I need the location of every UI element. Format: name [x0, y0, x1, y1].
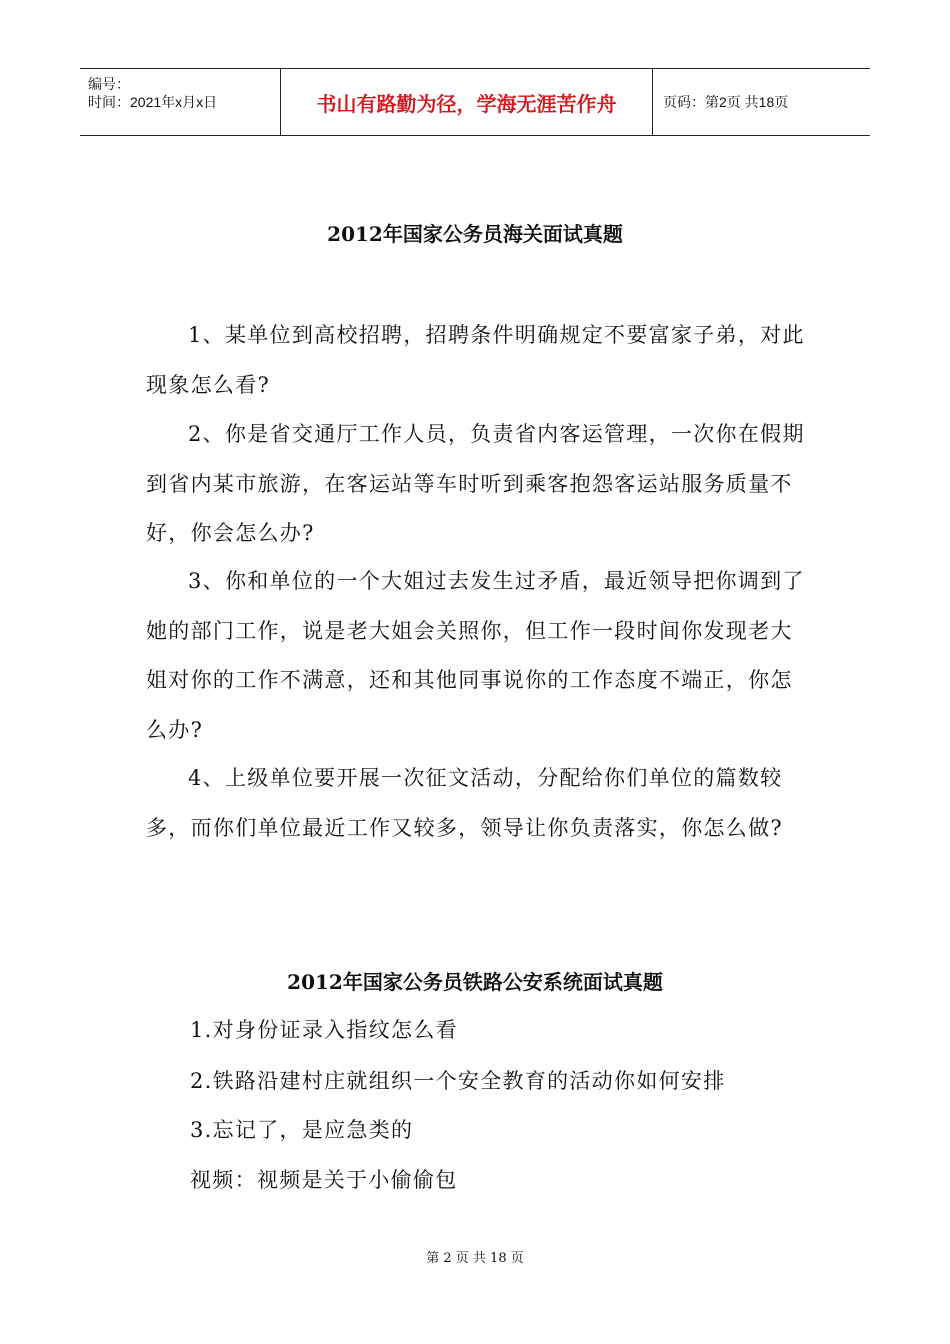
page-header — [80, 68, 870, 136]
question-4: 4、上级单位要开展一次征文活动，分配给你们单位的篇数较多，而你们单位最近工作又较多，领导让你负责落实，你怎么做? — [146, 766, 783, 840]
date-label: 时间：2021年x月x日 — [88, 94, 218, 110]
question-3: 3、你和单位的一个大姐过去发生过矛盾，最近领导把你调到了她的部门工作，说是老大姐会关照你，但工作一段时间你发现老大姐对你的工作不满意，还和其他同事说你的工作态度不端正，你怎么办? — [146, 569, 805, 742]
question-1: 1、某单位到高校招聘，招聘条件明确规定不要富家子弟，对此现象怎么看? — [146, 323, 805, 397]
code-label: 编号： — [88, 76, 130, 92]
section2-item-4: 视频：视频是关于小偷偷包 — [190, 1168, 458, 1192]
header-motto: 书山有路勤为径，学海无涯苦作舟 — [281, 69, 653, 135]
section2-item-2: 2.铁路沿建村庄就组织一个安全教育的活动你如何安排 — [190, 1069, 726, 1093]
question-2: 2、你是省交通厅工作人员，负责省内客运管理，一次你在假期到省内某市旅游，在客运站等车时听到乘客抱怨客运站服务质量不好，你会怎么办? — [146, 422, 805, 545]
page-footer: 第 2 页 共 18 页 — [426, 1251, 524, 1266]
section2-title: 2012年国家公务员铁路公安系统面试真题 — [287, 970, 663, 994]
section2-item-3: 3.忘记了，是应急类的 — [190, 1118, 414, 1142]
header-meta — [80, 69, 281, 135]
section1-title: 2012年国家公务员海关面试真题 — [327, 222, 623, 246]
section2-item-1: 1.对身份证录入指纹怎么看 — [190, 1018, 458, 1042]
header-page-info: 页码：第2页 共18页 — [663, 94, 789, 110]
